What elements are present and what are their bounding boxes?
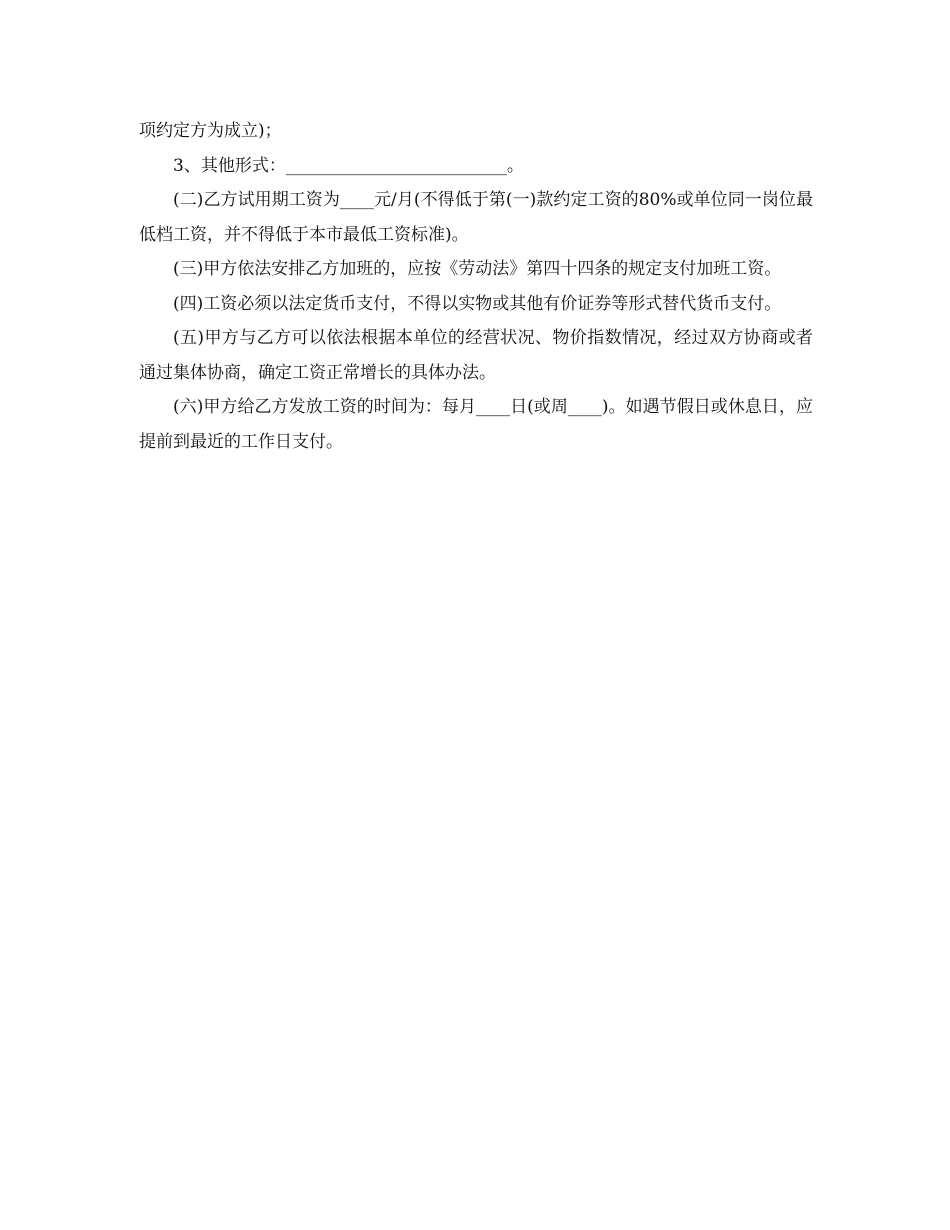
paragraph-currency-payment: (四)工资必须以法定货币支付，不得以实物或其他有价证券等形式替代货币支付。: [173, 293, 782, 314]
paragraph-payment-date: (六)甲方给乙方发放工资的时间为：每月____日(或周____)。如遇节假日或休息日，应提前到最近的工作日支付。: [139, 397, 813, 452]
paragraph-probation-wage: (二)乙方试用期工资为____元/月(不得低于第(一)款约定工资的80%或单位同一岗位最低档工资，并不得低于本市最低工资标准)。: [139, 190, 813, 245]
paragraph-other-forms: 3、其他形式：__________________________。: [173, 155, 524, 176]
document-body: [139, 114, 813, 459]
paragraph-overtime-pay: (三)甲方依法安排乙方加班的，应按《劳动法》第四十四条的规定支付加班工资。: [173, 259, 782, 279]
paragraph-continuation: 项约定方为成立)；: [139, 121, 282, 141]
paragraph-wage-growth: (五)甲方与乙方可以依法根据本单位的经营状况、物价指数情况，经过双方协商或者通过集体协商，确定工资正常增长的具体办法。: [139, 328, 813, 383]
